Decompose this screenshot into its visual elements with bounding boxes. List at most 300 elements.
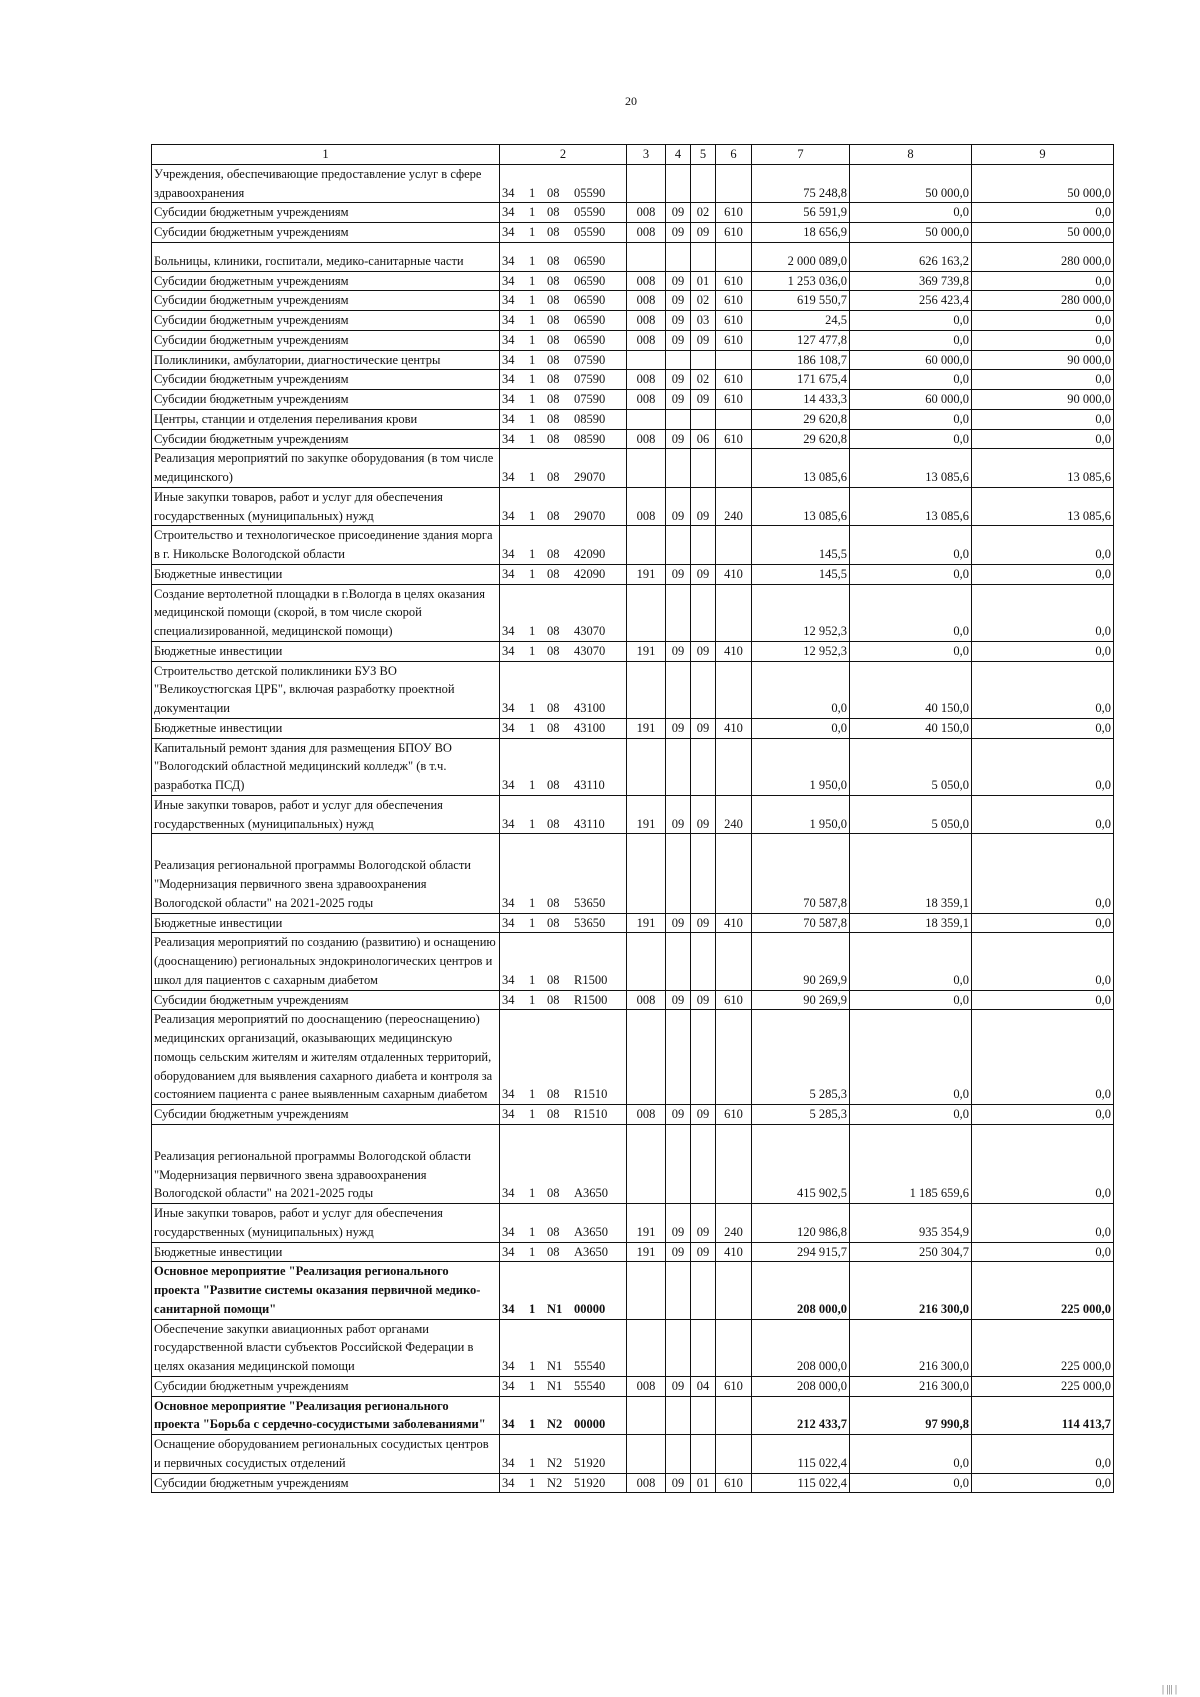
code-part: 34 — [502, 915, 515, 930]
expense-type-code — [716, 933, 752, 990]
code-part: 08 — [547, 915, 560, 930]
code-part: 42090 — [574, 566, 606, 581]
ministry-code: 008 — [627, 487, 666, 526]
subsection-code — [691, 661, 716, 718]
target-article-code — [500, 584, 627, 641]
ministry-code — [627, 661, 666, 718]
column-number: 5 — [691, 145, 716, 165]
table-row — [152, 203, 1114, 223]
code-part: 08590 — [574, 431, 606, 446]
subsection-code: 09 — [691, 487, 716, 526]
row-name — [152, 1319, 500, 1376]
amount-col7: 2 000 089,0 — [752, 242, 850, 271]
row-name — [152, 641, 500, 661]
code-part: 08 — [547, 643, 560, 658]
ministry-code: 191 — [627, 564, 666, 584]
code-part: 08 — [547, 225, 560, 239]
expense-type-code: 240 — [716, 1204, 752, 1243]
code-part: 1 — [529, 225, 536, 239]
row-name-text: Оснащение оборудованием региональных сосудистых центров и первичных сосудистых отделений — [154, 1437, 489, 1470]
amount-col7: 29 620,8 — [752, 429, 850, 449]
row-name — [152, 564, 500, 584]
ministry-code: 008 — [627, 429, 666, 449]
ministry-code: 008 — [627, 1376, 666, 1396]
amount-col7: 115 022,4 — [752, 1435, 850, 1474]
section-code — [666, 350, 691, 370]
row-name — [152, 1204, 500, 1243]
code-part: 34 — [502, 624, 515, 638]
row-name — [152, 1010, 500, 1105]
ministry-code: 191 — [627, 641, 666, 661]
section-code — [666, 1124, 691, 1203]
code-part: R1500 — [574, 992, 608, 1007]
amount-col9: 0,0 — [972, 641, 1114, 661]
budget-table — [151, 144, 1114, 1493]
code-part: 05590 — [574, 225, 606, 239]
amount-col8: 256 423,4 — [850, 291, 972, 311]
amount-col7: 56 591,9 — [752, 203, 850, 223]
section-code: 09 — [666, 370, 691, 390]
row-name — [152, 1376, 500, 1396]
amount-col8: 0,0 — [850, 330, 972, 350]
amount-col7: 145,5 — [752, 526, 850, 565]
subsection-code: 01 — [691, 1473, 716, 1493]
table-row — [152, 1105, 1114, 1125]
amount-col9: 0,0 — [972, 271, 1114, 291]
row-name — [152, 311, 500, 331]
target-article-code — [500, 487, 627, 526]
table-row — [152, 311, 1114, 331]
ministry-code — [627, 1010, 666, 1105]
row-name-text: Иные закупки товаров, работ и услуг для обеспечения государственных (муниципальных) нужд — [154, 797, 443, 831]
ministry-code — [627, 1262, 666, 1319]
code-part: 1 — [529, 895, 536, 910]
row-name-text: Субсидии бюджетным учреждениям — [154, 1475, 349, 1490]
expense-type-code: 610 — [716, 1376, 752, 1396]
section-code — [666, 933, 691, 990]
row-name-text: Субсидии бюджетным учреждениям — [154, 431, 349, 446]
section-code: 09 — [666, 795, 691, 834]
ministry-code — [627, 584, 666, 641]
code-part: 00000 — [574, 1417, 606, 1432]
column-number: 6 — [716, 145, 752, 165]
expense-type-code: 240 — [716, 795, 752, 834]
amount-col7: 24,5 — [752, 311, 850, 331]
amount-col8: 5 050,0 — [850, 738, 972, 795]
code-part: 42090 — [574, 547, 606, 561]
row-name — [152, 390, 500, 410]
code-part: 07590 — [574, 372, 606, 387]
code-part: 08 — [547, 332, 560, 347]
code-part: 08 — [547, 1107, 560, 1121]
amount-col7: 29 620,8 — [752, 409, 850, 429]
expense-type-code — [716, 449, 752, 488]
code-part: 34 — [502, 972, 515, 987]
column-number: 7 — [752, 145, 850, 165]
code-part: 34 — [502, 508, 515, 523]
ministry-code: 008 — [627, 223, 666, 243]
target-article-code — [500, 409, 627, 429]
amount-col8: 18 359,1 — [850, 913, 972, 933]
amount-col8: 18 359,1 — [850, 834, 972, 913]
row-name-text: Субсидии бюджетным учреждениям — [154, 992, 349, 1007]
target-article-code — [500, 350, 627, 370]
amount-col9: 225 000,0 — [972, 1376, 1114, 1396]
table-row — [152, 429, 1114, 449]
subsection-code: 02 — [691, 291, 716, 311]
amount-col9: 0,0 — [972, 913, 1114, 933]
table-row — [152, 487, 1114, 526]
amount-col8: 216 300,0 — [850, 1376, 972, 1396]
amount-col7: 212 433,7 — [752, 1396, 850, 1435]
table-row — [152, 164, 1114, 203]
code-part: 1 — [529, 185, 536, 200]
amount-col8: 0,0 — [850, 564, 972, 584]
code-part: 08 — [547, 253, 560, 268]
subsection-code — [691, 409, 716, 429]
code-part: 1 — [529, 816, 536, 831]
amount-col9: 0,0 — [972, 330, 1114, 350]
expense-type-code: 610 — [716, 311, 752, 331]
code-part: 08 — [547, 624, 560, 638]
code-part: 08 — [547, 566, 560, 581]
expense-type-code: 610 — [716, 1473, 752, 1493]
code-part: 34 — [502, 431, 515, 446]
expense-type-code — [716, 1262, 752, 1319]
code-part: 34 — [502, 332, 515, 347]
code-part: 08 — [547, 778, 560, 792]
section-code: 09 — [666, 311, 691, 331]
expense-type-code — [716, 1124, 752, 1203]
code-part: 05590 — [574, 185, 606, 200]
ministry-code: 008 — [627, 311, 666, 331]
code-part: 08 — [547, 273, 560, 288]
expense-type-code: 610 — [716, 291, 752, 311]
code-part: 34 — [502, 313, 515, 327]
ministry-code — [627, 350, 666, 370]
expense-type-code: 410 — [716, 913, 752, 933]
section-code: 09 — [666, 1105, 691, 1125]
expense-type-code: 240 — [716, 487, 752, 526]
section-code: 09 — [666, 390, 691, 410]
amount-col8: 0,0 — [850, 311, 972, 331]
target-article-code — [500, 1435, 627, 1474]
code-part: 1 — [529, 1107, 536, 1121]
code-part: 43110 — [574, 778, 605, 792]
column-number: 1 — [152, 145, 500, 165]
row-name — [152, 1124, 500, 1203]
code-part: 34 — [502, 547, 515, 561]
amount-col7: 12 952,3 — [752, 584, 850, 641]
amount-col7: 619 550,7 — [752, 291, 850, 311]
target-article-code — [500, 1204, 627, 1243]
code-part: 05590 — [574, 205, 606, 220]
code-part: 1 — [529, 352, 536, 367]
section-code — [666, 449, 691, 488]
expense-type-code: 610 — [716, 429, 752, 449]
code-part: 08 — [547, 992, 560, 1007]
code-part: 34 — [502, 778, 515, 792]
table-row — [152, 1204, 1114, 1243]
subsection-code — [691, 1010, 716, 1105]
table-row — [152, 795, 1114, 834]
code-part: 08 — [547, 547, 560, 561]
amount-col9: 90 000,0 — [972, 350, 1114, 370]
expense-type-code — [716, 584, 752, 641]
amount-col8: 216 300,0 — [850, 1319, 972, 1376]
column-number: 4 — [666, 145, 691, 165]
subsection-code — [691, 1435, 716, 1474]
expense-type-code — [716, 834, 752, 913]
target-article-code — [500, 370, 627, 390]
row-name — [152, 718, 500, 738]
amount-col7: 14 433,3 — [752, 390, 850, 410]
code-part: А3650 — [574, 1186, 609, 1201]
amount-col7: 1 253 036,0 — [752, 271, 850, 291]
code-part: 1 — [529, 1455, 536, 1470]
code-part: 34 — [502, 372, 515, 387]
table-row — [152, 390, 1114, 410]
code-part: 34 — [502, 1087, 515, 1102]
code-part: 55540 — [574, 1378, 606, 1393]
code-part: 1 — [529, 470, 536, 484]
amount-col9: 0,0 — [972, 1204, 1114, 1243]
code-part: 08 — [547, 895, 560, 910]
expense-type-code: 410 — [716, 564, 752, 584]
section-code — [666, 242, 691, 271]
row-name-text: Центры, станции и отделения переливания крови — [154, 411, 418, 426]
amount-col8: 0,0 — [850, 409, 972, 429]
target-article-code — [500, 1262, 627, 1319]
section-code: 09 — [666, 1473, 691, 1493]
code-part: 1 — [529, 392, 536, 406]
table-row — [152, 933, 1114, 990]
subsection-code: 02 — [691, 370, 716, 390]
code-part: 08 — [547, 392, 560, 406]
target-article-code — [500, 1376, 627, 1396]
target-article-code — [500, 1396, 627, 1435]
subsection-code: 09 — [691, 1242, 716, 1262]
amount-col7: 1 950,0 — [752, 795, 850, 834]
amount-col7: 70 587,8 — [752, 913, 850, 933]
code-part: 43070 — [574, 624, 606, 638]
table-row — [152, 1396, 1114, 1435]
section-code: 09 — [666, 429, 691, 449]
row-name-text: Субсидии бюджетным учреждениям — [154, 392, 349, 406]
subsection-code: 02 — [691, 203, 716, 223]
code-part: 1 — [529, 372, 536, 387]
amount-col9: 0,0 — [972, 1124, 1114, 1203]
row-name-text: Бюджетные инвестиции — [154, 1244, 283, 1259]
table-row — [152, 291, 1114, 311]
target-article-code — [500, 429, 627, 449]
row-name-text: Больницы, клиники, госпитали, медико-санитарные части — [154, 253, 464, 268]
amount-col8: 60 000,0 — [850, 390, 972, 410]
code-part: N2 — [547, 1455, 563, 1470]
table-row — [152, 718, 1114, 738]
subsection-code — [691, 933, 716, 990]
target-article-code — [500, 1473, 627, 1493]
subsection-code — [691, 242, 716, 271]
subsection-code: 09 — [691, 1105, 716, 1125]
amount-col9: 0,0 — [972, 1242, 1114, 1262]
target-article-code — [500, 1105, 627, 1125]
row-name-text: Субсидии бюджетным учреждениям — [154, 225, 349, 239]
amount-col8: 0,0 — [850, 1010, 972, 1105]
table-row — [152, 1473, 1114, 1493]
amount-col8: 50 000,0 — [850, 223, 972, 243]
section-code: 09 — [666, 641, 691, 661]
code-part: 34 — [502, 205, 515, 220]
amount-col8: 40 150,0 — [850, 718, 972, 738]
code-part: 51920 — [574, 1475, 606, 1490]
page-number: 20 — [625, 94, 637, 108]
subsection-code — [691, 1124, 716, 1203]
target-article-code — [500, 718, 627, 738]
code-part: 34 — [502, 1301, 515, 1316]
section-code: 09 — [666, 291, 691, 311]
row-name-text: Субсидии бюджетным учреждениям — [154, 273, 349, 288]
section-code — [666, 526, 691, 565]
row-name — [152, 1242, 500, 1262]
code-part: 34 — [502, 411, 515, 426]
ministry-code: 191 — [627, 913, 666, 933]
row-name — [152, 584, 500, 641]
subsection-code — [691, 449, 716, 488]
code-part: 08 — [547, 701, 560, 715]
expense-type-code: 610 — [716, 990, 752, 1010]
amount-col9: 0,0 — [972, 834, 1114, 913]
row-name — [152, 990, 500, 1010]
table-row — [152, 1124, 1114, 1203]
amount-col7: 145,5 — [752, 564, 850, 584]
code-part: N1 — [547, 1359, 563, 1373]
ministry-code — [627, 242, 666, 271]
ministry-code: 191 — [627, 1242, 666, 1262]
row-name — [152, 1473, 500, 1493]
code-part: 34 — [502, 1417, 515, 1432]
target-article-code — [500, 271, 627, 291]
table-row — [152, 370, 1114, 390]
row-name-text: Субсидии бюджетным учреждениям — [154, 1107, 349, 1121]
section-code: 09 — [666, 330, 691, 350]
ministry-code: 008 — [627, 330, 666, 350]
table-row — [152, 1262, 1114, 1319]
amount-col9: 0,0 — [972, 1010, 1114, 1105]
ministry-code — [627, 738, 666, 795]
target-article-code — [500, 795, 627, 834]
code-part: 06590 — [574, 273, 606, 288]
code-part: 34 — [502, 1186, 515, 1201]
row-name-text: Строительство и технологическое присоединение здания морга в г. Никольске Вологодской области — [154, 528, 493, 561]
code-part: 1 — [529, 411, 536, 426]
code-part: 29070 — [574, 508, 606, 523]
code-part: 1 — [529, 1475, 536, 1490]
table-row — [152, 834, 1114, 913]
code-part: 1 — [529, 508, 536, 523]
amount-col9: 0,0 — [972, 1105, 1114, 1125]
code-part: 34 — [502, 992, 515, 1007]
ministry-code: 191 — [627, 795, 666, 834]
code-part: 34 — [502, 293, 515, 308]
amount-col9: 0,0 — [972, 526, 1114, 565]
amount-col7: 13 085,6 — [752, 487, 850, 526]
amount-col9: 0,0 — [972, 933, 1114, 990]
table-row — [152, 738, 1114, 795]
code-part: 34 — [502, 273, 515, 288]
code-part: 43070 — [574, 643, 606, 658]
amount-col8: 13 085,6 — [850, 449, 972, 488]
code-part: 08 — [547, 1087, 560, 1102]
code-part: 1 — [529, 992, 536, 1007]
section-code — [666, 661, 691, 718]
column-number: 3 — [627, 145, 666, 165]
section-code: 09 — [666, 1376, 691, 1396]
code-part: 34 — [502, 185, 515, 200]
row-name — [152, 738, 500, 795]
code-part: 55540 — [574, 1359, 606, 1373]
amount-col8: 216 300,0 — [850, 1262, 972, 1319]
amount-col9: 0,0 — [972, 795, 1114, 834]
row-name — [152, 1262, 500, 1319]
amount-col9: 50 000,0 — [972, 164, 1114, 203]
amount-col7: 5 285,3 — [752, 1105, 850, 1125]
code-part: 34 — [502, 701, 515, 715]
amount-col7: 12 952,3 — [752, 641, 850, 661]
amount-col7: 0,0 — [752, 718, 850, 738]
subsection-code: 04 — [691, 1376, 716, 1396]
amount-col8: 0,0 — [850, 584, 972, 641]
amount-col9: 0,0 — [972, 1473, 1114, 1493]
section-code — [666, 1262, 691, 1319]
row-name-text: Основное мероприятие "Реализация регионального проекта "Развитие системы оказания первичной медико-санитарной помощи" — [154, 1264, 481, 1316]
section-code: 09 — [666, 990, 691, 1010]
section-code: 09 — [666, 271, 691, 291]
code-part: 08 — [547, 431, 560, 446]
ministry-code — [627, 526, 666, 565]
code-part: 1 — [529, 431, 536, 446]
code-part: 1 — [529, 547, 536, 561]
code-part: 08 — [547, 293, 560, 308]
table-row — [152, 526, 1114, 565]
amount-col7: 127 477,8 — [752, 330, 850, 350]
amount-col8: 5 050,0 — [850, 795, 972, 834]
amount-col8: 60 000,0 — [850, 350, 972, 370]
row-name-text: Субсидии бюджетным учреждениям — [154, 372, 349, 387]
code-part: А3650 — [574, 1244, 609, 1259]
amount-col9: 0,0 — [972, 718, 1114, 738]
amount-col7: 18 656,9 — [752, 223, 850, 243]
target-article-code — [500, 990, 627, 1010]
code-part: 08 — [547, 313, 560, 327]
subsection-code: 01 — [691, 271, 716, 291]
amount-col9: 0,0 — [972, 429, 1114, 449]
row-name — [152, 661, 500, 718]
code-part: 1 — [529, 1378, 536, 1393]
row-name — [152, 913, 500, 933]
amount-col8: 13 085,6 — [850, 487, 972, 526]
target-article-code — [500, 1319, 627, 1376]
amount-col9: 0,0 — [972, 311, 1114, 331]
code-part: 1 — [529, 293, 536, 308]
code-part: 08 — [547, 816, 560, 831]
section-code: 09 — [666, 718, 691, 738]
amount-col7: 0,0 — [752, 661, 850, 718]
code-part: 1 — [529, 778, 536, 792]
row-name — [152, 409, 500, 429]
row-name-text: Субсидии бюджетным учреждениям — [154, 205, 349, 220]
column-number: 8 — [850, 145, 972, 165]
